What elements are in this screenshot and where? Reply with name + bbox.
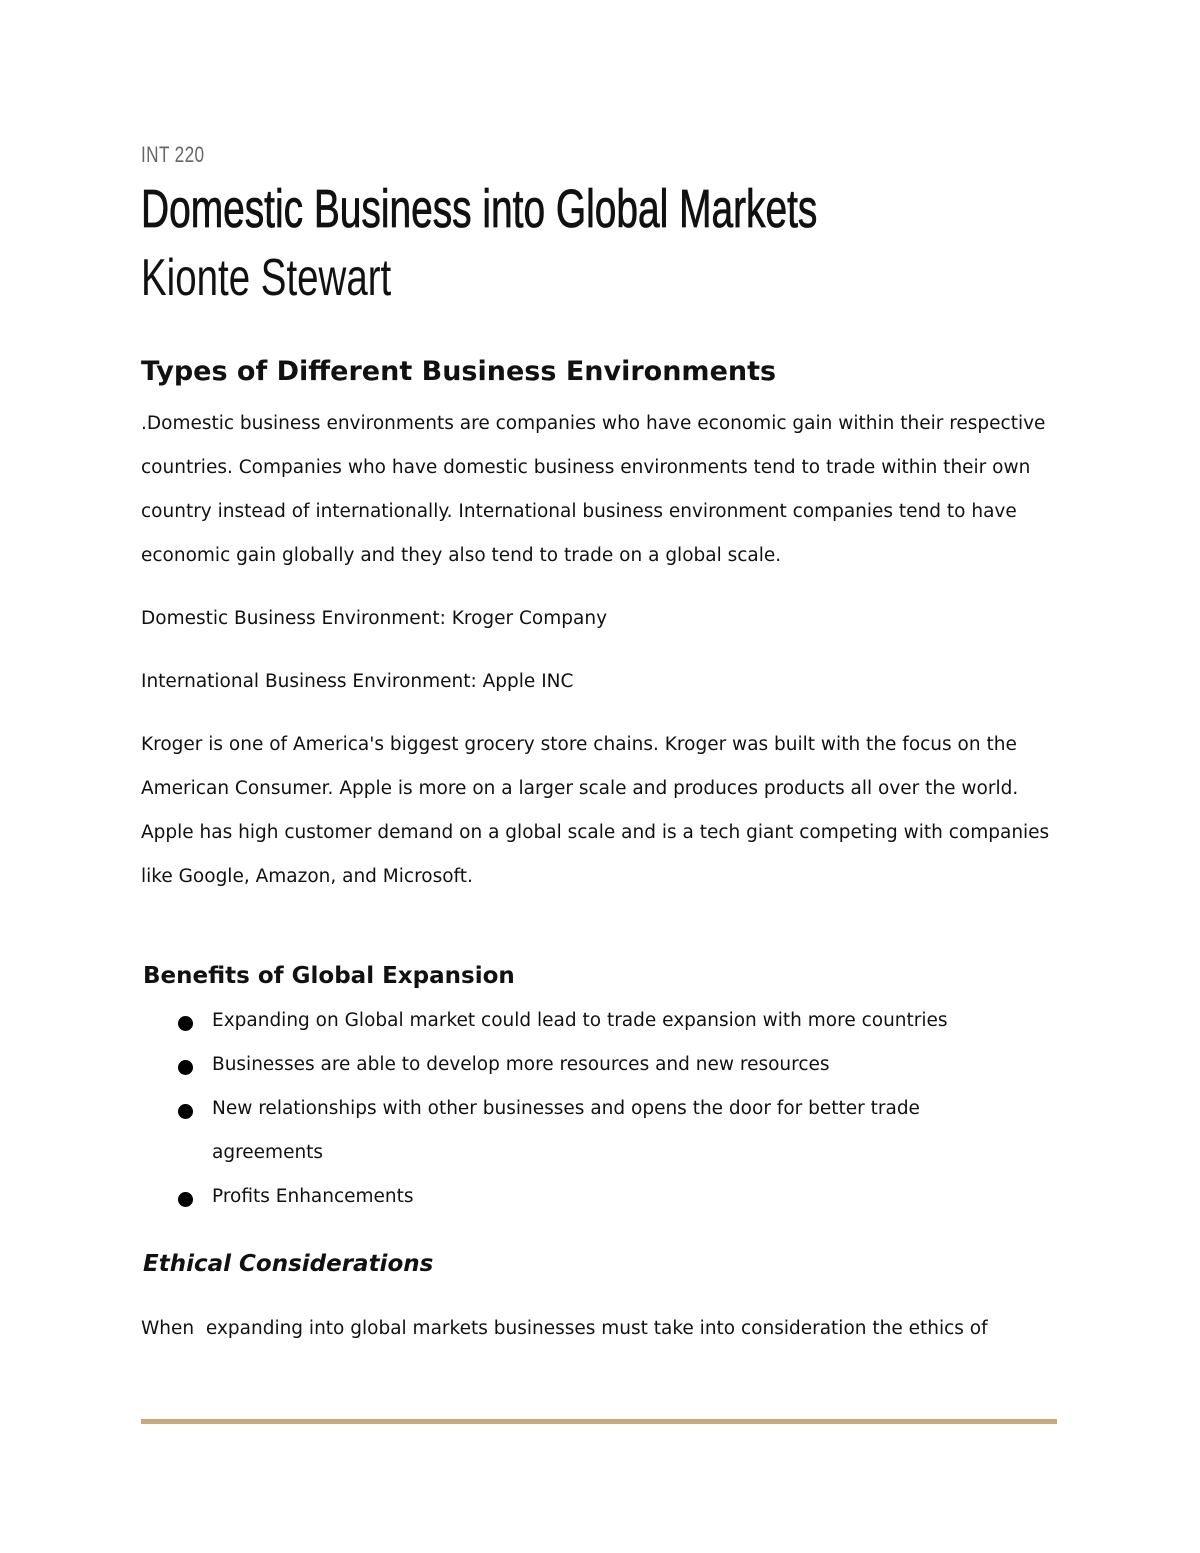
ethics-paragraph: When expanding into global markets businesses must take into consideration the ethics of <box>141 1318 988 1339</box>
bullet-icon <box>178 1016 193 1031</box>
author-name: Kionte Stewart <box>141 249 392 307</box>
list-item <box>141 999 1012 1043</box>
bullet-icon <box>178 1104 193 1119</box>
document-title: Domestic Business into Global Markets <box>141 179 818 239</box>
list-item-text: Businesses are able to develop more resources and new resources <box>212 1054 830 1075</box>
list-item <box>141 1087 1012 1175</box>
section-heading-ethics: Ethical Considerations <box>143 1251 434 1277</box>
bullet-icon <box>178 1060 193 1075</box>
list-item <box>141 1043 1012 1087</box>
footer-divider <box>141 1419 1057 1424</box>
list-item-text: Expanding on Global market could lead to trade expansion with more countries <box>212 1010 948 1031</box>
list-item-text: Profits Enhancements <box>212 1186 414 1207</box>
list-item-text: New relationships with other businesses and opens the door for better trade agreements <box>212 1098 920 1163</box>
benefits-list <box>141 999 1071 1219</box>
list-item <box>141 1175 1012 1219</box>
types-paragraph: .Domestic business environments are companies who have economic gain within their respective countries. Companies who have domestic business environments tend to trade within their own country instead of internationally. International business environment companies tend to have economic gain globally and they also tend to trade on a global scale. <box>141 413 1046 566</box>
domestic-example: Domestic Business Environment: Kroger Company <box>141 608 608 629</box>
document-body <box>141 352 1071 1351</box>
section-heading-benefits: Benefits of Global Expansion <box>143 963 515 989</box>
section-heading-types: Types of Different Business Environments <box>141 356 777 387</box>
comparison-paragraph: Kroger is one of America's biggest grocery store chains. Kroger was built with the focus on the American Consumer. Apple is more on a larger scale and produces products all over the world. Apple has high customer demand on a global scale and is a tech giant competing with companies like Google, Amazon, and Microsoft. <box>141 734 1050 887</box>
international-example: International Business Environment: Apple INC <box>141 671 574 692</box>
bullet-icon <box>178 1192 193 1207</box>
course-code: INT 220 <box>141 142 205 167</box>
